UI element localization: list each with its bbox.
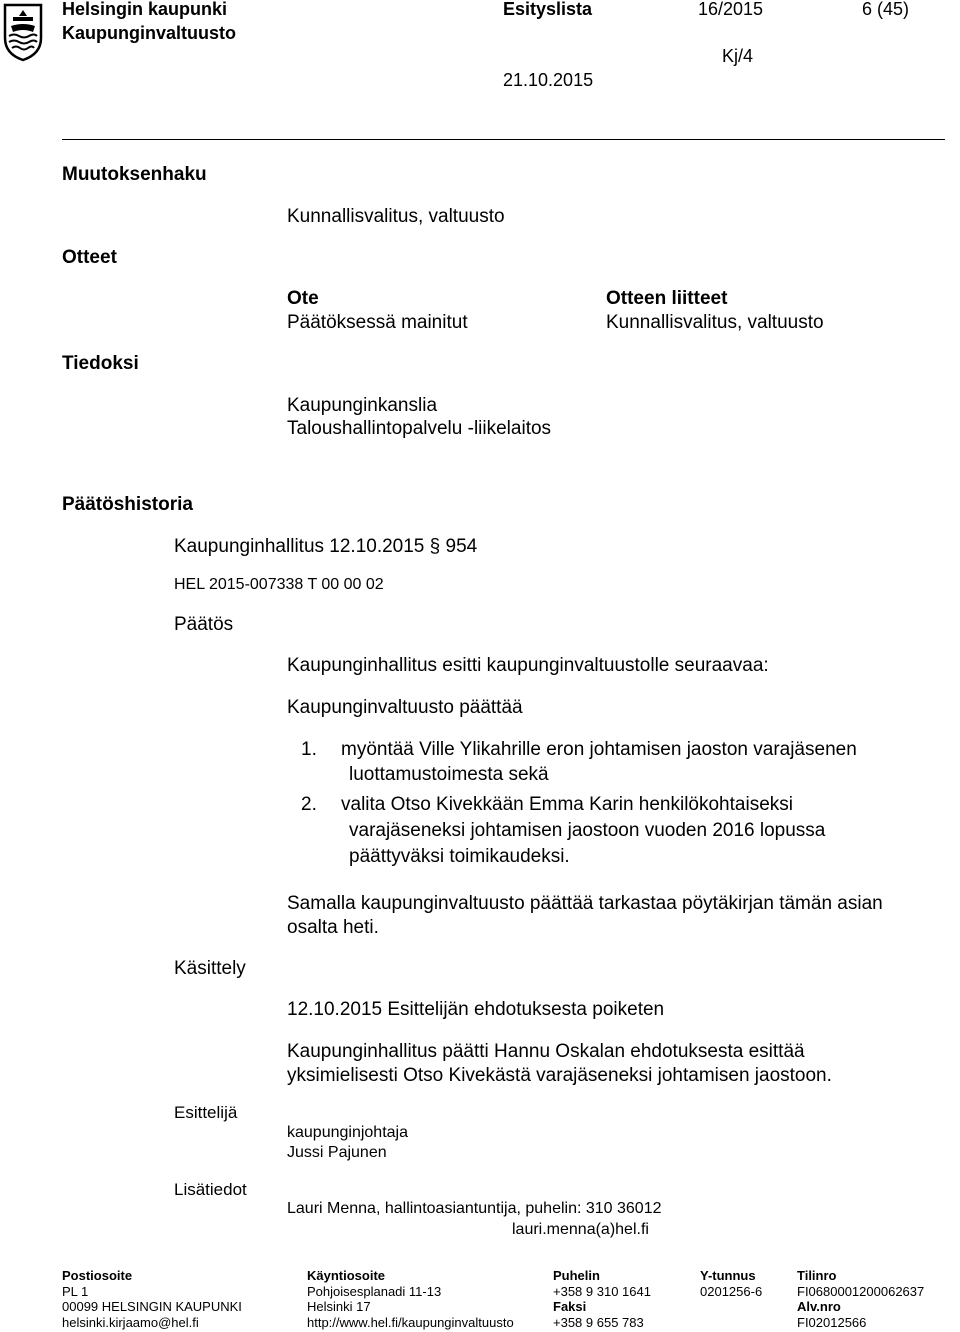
helsinki-coat-of-arms-icon	[2, 2, 44, 62]
notices-heading: Tiedoksi	[62, 353, 139, 374]
appeal-text: Kunnallisvalitus, valtuusto	[287, 206, 505, 227]
footer-vat-label: Alv.nro	[797, 1299, 841, 1314]
list-item-number: 1.	[301, 739, 317, 760]
header-item: Kj/4	[722, 46, 754, 66]
footer-account-label: Tilinro	[797, 1268, 837, 1283]
footer-visit-l2: Helsinki 17	[307, 1299, 371, 1314]
handling-date-line: 12.10.2015 Esittelijän ehdotuksesta poiketen	[287, 999, 665, 1020]
list-item-text-line3: päättyväksi toimikaudeksi.	[349, 846, 570, 867]
list-item-number: 2.	[301, 794, 317, 815]
presenter-label: Esittelijä	[174, 1103, 238, 1122]
handling-line2: yksimielisesti Otso Kivekästä varajäseneksi johtamisen jaostoon.	[287, 1065, 832, 1086]
header-number: 16/2015	[698, 0, 764, 19]
header-date: 21.10.2015	[503, 70, 594, 90]
info-email-link[interactable]: lauri.menna(a)hel.fi	[512, 1221, 649, 1238]
notices-line2: Taloushallintopalvelu -liikelaitos	[287, 418, 552, 439]
header-body: Kaupunginvaltuusto	[62, 23, 236, 43]
presenter-title: kaupunginjohtaja	[287, 1124, 408, 1141]
list-item-text-line2: luottamustoimesta sekä	[349, 764, 549, 785]
footer-website-link[interactable]: http://www.hel.fi/kaupunginvaltuusto	[307, 1315, 514, 1330]
extract-label: Ote	[287, 288, 319, 309]
list-item	[301, 739, 857, 761]
footer-business-id-label: Y-tunnus	[700, 1268, 756, 1283]
list-item-text-line2: varajäseneksi johtamisen jaostoon vuoden 2016 lopussa	[349, 820, 826, 841]
history-reference: HEL 2015-007338 T 00 00 02	[174, 576, 384, 593]
attachments-label: Otteen liitteet	[606, 288, 728, 309]
notices-line1: Kaupunginkanslia	[287, 395, 438, 416]
footer-vat-value: FI02012566	[797, 1315, 867, 1330]
footer-postal-l2: 00099 HELSINGIN KAUPUNKI	[62, 1299, 242, 1314]
footer-visit-l1: Pohjoisesplanadi 11-13	[307, 1284, 442, 1299]
appeal-heading: Muutoksenhaku	[62, 164, 207, 185]
footer-email-link[interactable]: helsinki.kirjaamo@hel.fi	[62, 1315, 199, 1330]
footer-visit-label: Käyntiosoite	[307, 1268, 386, 1283]
footer-postal-label: Postiosoite	[62, 1268, 133, 1283]
list-item-text-line1: valita Otso Kivekkään Emma Karin henkilökohtaiseksi	[341, 794, 793, 815]
history-meeting	[174, 536, 477, 558]
footer-phone-value: +358 9 310 1641	[553, 1284, 651, 1299]
handling-label: Käsittely	[174, 958, 246, 979]
history-meeting-prefix: Kaupunginhallitus 12.10.2015	[174, 536, 425, 557]
attachments-value: Kunnallisvalitus, valtuusto	[606, 312, 824, 333]
list-item-text-line1: myöntää Ville Ylikahrille eron johtamisen jaoston varajäsenen	[341, 739, 857, 760]
council-decides: Kaupunginvaltuusto päättää	[287, 697, 523, 718]
header-org: Helsingin kaupunki	[62, 0, 228, 19]
footer-account-value: FI0680001200062637	[797, 1284, 925, 1299]
header-doc-type: Esityslista	[503, 0, 593, 19]
handling-line1: Kaupunginhallitus päätti Hannu Oskalan ehdotuksesta esittää	[287, 1041, 805, 1062]
footer-fax-label: Faksi	[553, 1299, 587, 1314]
header-divider	[62, 139, 945, 140]
also-line1: Samalla kaupunginvaltuusto päättää tarkastaa pöytäkirjan tämän asian	[287, 893, 883, 914]
decision-label: Päätös	[174, 614, 234, 635]
presenter-name: Jussi Pajunen	[287, 1144, 387, 1161]
info-label: Lisätiedot	[174, 1180, 247, 1199]
decision-intro: Kaupunginhallitus esitti kaupunginvaltuustolle seuraavaa:	[287, 655, 769, 676]
info-line1: Lauri Menna, hallintoasiantuntija, puhelin: 310 36012	[287, 1200, 662, 1217]
history-heading: Päätöshistoria	[62, 494, 193, 515]
section-mark: §	[429, 536, 441, 557]
header-page: 6 (45)	[862, 0, 910, 19]
footer-business-id-value: 0201256-6	[700, 1284, 763, 1299]
list-item	[301, 794, 793, 816]
footer-fax-value: +358 9 655 783	[553, 1315, 644, 1330]
footer-phone-label: Puhelin	[553, 1268, 600, 1283]
history-section-number: 954	[445, 536, 478, 557]
extract-value: Päätöksessä mainitut	[287, 312, 468, 333]
also-line2: osalta heti.	[287, 917, 379, 938]
footer-postal-l1: PL 1	[62, 1284, 89, 1299]
extracts-heading: Otteet	[62, 247, 117, 268]
